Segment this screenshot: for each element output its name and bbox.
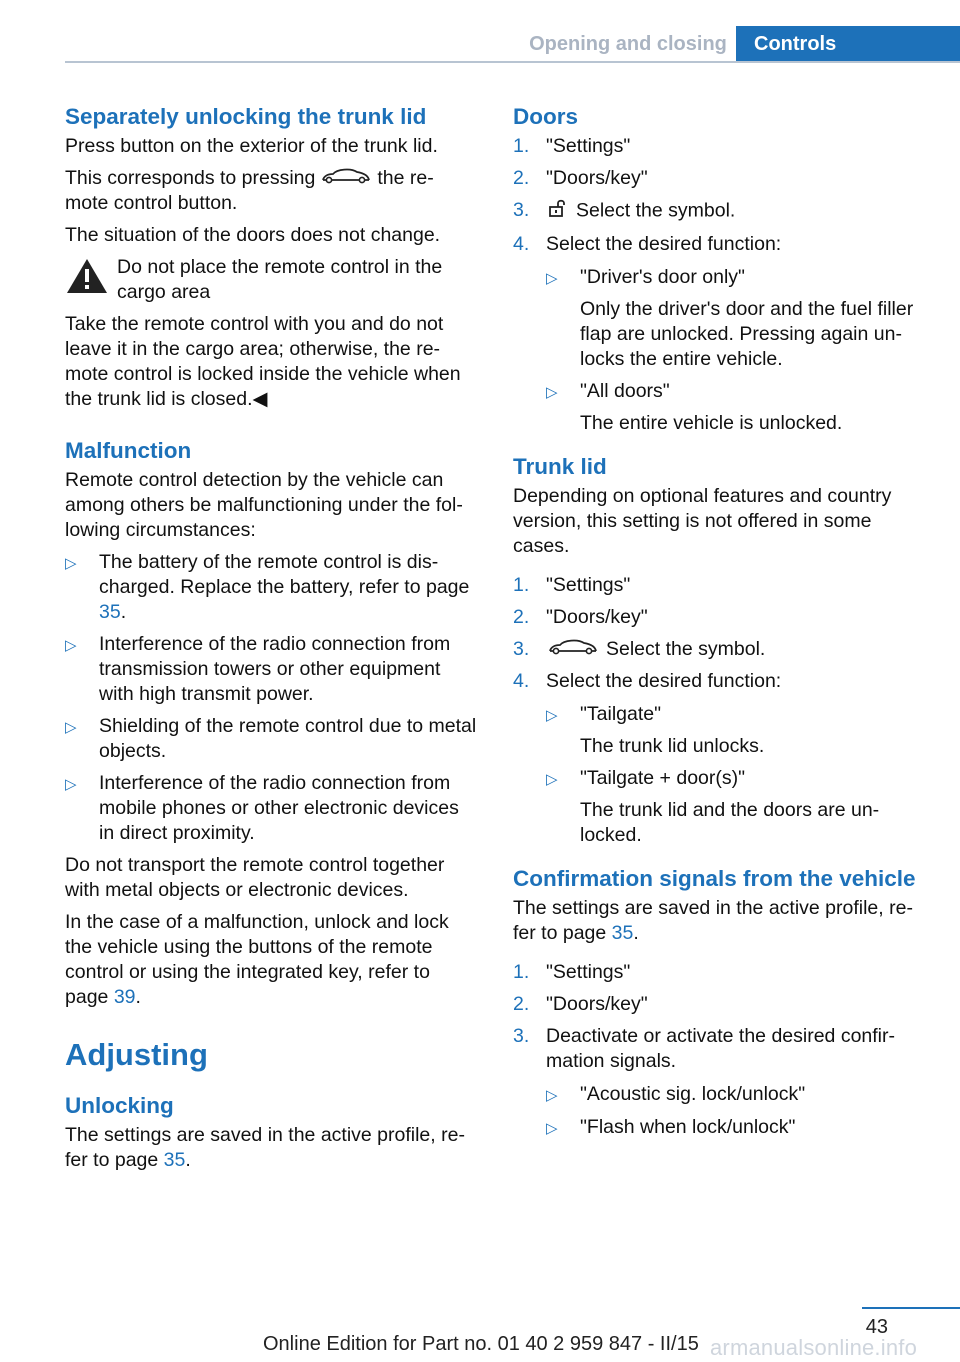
heading-confirmation-signals: Confirmation signals from the vehicle [513, 866, 916, 892]
triangle-right-icon: ▷ [65, 637, 77, 655]
page-link[interactable]: 35 [611, 922, 634, 945]
step-item [513, 669, 925, 855]
option-title: "Tailgate + door(s)" [580, 767, 746, 790]
header-section-title: Opening and closing [529, 32, 727, 55]
text-fragment: . [135, 986, 141, 1009]
paragraph: Do not transport the remote control together with metal objects or electronic devices. [65, 854, 445, 902]
option-item [546, 766, 925, 848]
text-fragment: . [633, 922, 639, 945]
right-column [513, 103, 925, 1158]
option-item [546, 702, 925, 759]
option-body [580, 265, 925, 372]
step-number: 3. [513, 638, 530, 660]
step-number: 1. [513, 135, 530, 157]
page-link[interactable]: 35 [99, 601, 121, 624]
step-text [546, 637, 925, 662]
trunk-options [546, 702, 925, 848]
confirm-steps [513, 960, 925, 1148]
triangle-right-icon: ▷ [546, 270, 558, 287]
page-number: 43 [865, 1316, 888, 1338]
triangle-right-icon: ▷ [546, 1087, 558, 1105]
malfunction-list [65, 550, 477, 846]
step-item [513, 1024, 925, 1148]
step-number: 4. [513, 233, 530, 255]
text-fragment: In the case of a malfunction, unlock and lock the vehicle using the buttons of the remote control or using the integrated key, refer to page [65, 911, 449, 1009]
heading-unlocking: Unlocking [65, 1093, 174, 1119]
list-item [65, 771, 477, 846]
heading-malfunction: Malfunction [65, 438, 192, 464]
text-fragment: The settings are saved in the active profile, re-fer to page [65, 1124, 465, 1172]
page-header [520, 26, 960, 62]
step-item [513, 232, 925, 443]
step-text: "Doors/key" [546, 606, 648, 628]
warning-note [65, 255, 477, 305]
option-desc: The trunk lid unlocks. [580, 735, 765, 758]
list-item-text: Interference of the radio connection from transmission towers or other equipment with high transmit power. [99, 633, 451, 706]
header-divider [65, 61, 960, 63]
confirm-options [546, 1082, 925, 1141]
triangle-right-icon: ▷ [65, 555, 77, 573]
option-title: "All doors" [580, 380, 670, 402]
page-link[interactable]: 35 [163, 1149, 186, 1172]
option-item [546, 379, 925, 436]
option-item [546, 1082, 925, 1108]
triangle-right-icon: ▷ [65, 776, 77, 794]
step-number: 4. [513, 670, 530, 693]
step-item [513, 198, 925, 225]
heading-adjusting: Adjusting [65, 1037, 208, 1073]
paragraph: The situation of the doors does not change. [65, 224, 441, 247]
paragraph: Press button on the exterior of the trunk lid. [65, 135, 438, 157]
text-fragment: . [120, 601, 127, 624]
triangle-right-icon: ▷ [546, 771, 558, 789]
option-body [580, 702, 764, 759]
paragraph: Take the remote control with you and do not leave it in the cargo area; otherwise, the re-mote control is locked inside the vehicle when the trunk lid is closed.◀ [65, 313, 461, 411]
step-text: "Settings" [546, 574, 631, 596]
paragraph [65, 1123, 477, 1173]
step-body [546, 1024, 925, 1148]
step-item [513, 166, 925, 191]
paragraph: Depending on optional features and country version, this setting is not offered in some cases. [513, 485, 892, 557]
step-number: 3. [513, 1025, 530, 1048]
step-text: "Doors/key" [546, 167, 648, 189]
option-body [580, 379, 842, 436]
step-item [513, 992, 925, 1017]
step-item [513, 637, 925, 662]
option-title: "Driver's door only" [580, 266, 745, 288]
step-number: 2. [513, 993, 530, 1016]
step-number: 1. [513, 961, 530, 984]
step-item [513, 134, 925, 159]
option-title: "Flash when lock/unlock" [580, 1116, 796, 1139]
triangle-right-icon: ▷ [546, 707, 558, 725]
paragraph-trunk-button [65, 166, 477, 216]
paragraph [65, 910, 477, 1010]
step-text: "Settings" [546, 961, 631, 984]
step-number: 2. [513, 606, 530, 628]
warning-text: Do not place the remote control in the cargo area [117, 256, 443, 304]
step-body [546, 232, 925, 443]
list-item [65, 632, 477, 707]
door-unlock-icon [548, 198, 568, 225]
option-desc: Only the driver's door and the fuel filler flap are unlocked. Pressing again un-locks the entire vehicle. [580, 298, 914, 370]
car-trunk-icon [548, 637, 598, 662]
text-fragment: The battery of the remote control is dis-charged. Replace the battery, refer to page [99, 551, 470, 599]
text-fragment: Select the symbol. [576, 199, 736, 222]
warning-triangle-icon [65, 255, 117, 305]
heading-doors: Doors [513, 104, 579, 129]
step-item [513, 960, 925, 985]
option-item [546, 1115, 925, 1141]
edition-line: Online Edition for Part no. 01 40 2 959 847 - II/15 [263, 1333, 699, 1355]
option-item [546, 265, 925, 372]
list-item-text: Shielding of the remote control due to metal objects. [99, 715, 477, 763]
paragraph [513, 896, 925, 946]
car-trunk-icon [321, 166, 371, 191]
watermark: armanualsonline.info [710, 1335, 918, 1360]
step-text: Select the desired function: [546, 670, 782, 693]
option-title: "Acoustic sig. lock/unlock" [580, 1083, 806, 1106]
step-text: Select the desired function: [546, 233, 782, 255]
step-text: Deactivate or activate the desired confir-mation signals. [546, 1025, 896, 1073]
text-fragment: This corresponds to pressing [65, 167, 316, 189]
triangle-right-icon: ▷ [65, 719, 77, 737]
header-chapter-tab[interactable]: Controls [736, 26, 960, 62]
step-number: 2. [513, 167, 530, 189]
paragraph: Remote control detection by the vehicle can among others be malfunctioning under the fol-lowing circumstances: [65, 469, 463, 542]
footer-divider [862, 1307, 960, 1309]
option-desc: The entire vehicle is unlocked. [580, 412, 843, 434]
step-number: 1. [513, 574, 530, 596]
option-desc: The trunk lid and the doors are un-locked. [580, 799, 880, 847]
list-item [65, 714, 477, 764]
option-body [580, 766, 925, 848]
list-item-text: Interference of the radio connection from mobile phones or other electronic devices in direct proximity. [99, 772, 459, 845]
triangle-right-icon: ▷ [546, 1120, 558, 1138]
page-link[interactable]: 39 [113, 986, 136, 1009]
step-text [546, 198, 925, 225]
text-fragment: the re-mote control button. [65, 167, 434, 215]
step-text: "Settings" [546, 135, 631, 157]
heading-separately-unlocking-trunk: Separately unlocking the trunk lid [65, 104, 427, 129]
text-fragment: The settings are saved in the active profile, re-fer to page [513, 897, 913, 945]
list-item-text [99, 550, 477, 625]
doors-options [546, 265, 925, 436]
option-title: "Tailgate" [580, 703, 662, 726]
step-item [513, 573, 925, 598]
step-body [546, 669, 925, 855]
left-column [65, 103, 477, 1180]
spacer [65, 419, 477, 437]
doors-steps [513, 134, 925, 443]
text-fragment: Select the symbol. [606, 638, 766, 660]
trunk-steps [513, 573, 925, 855]
text-fragment: . [185, 1149, 191, 1172]
step-text: "Doors/key" [546, 993, 648, 1016]
step-item [513, 605, 925, 630]
triangle-right-icon: ▷ [546, 384, 558, 401]
list-item [65, 550, 477, 625]
step-number: 3. [513, 199, 530, 221]
heading-trunk-lid: Trunk lid [513, 454, 607, 479]
